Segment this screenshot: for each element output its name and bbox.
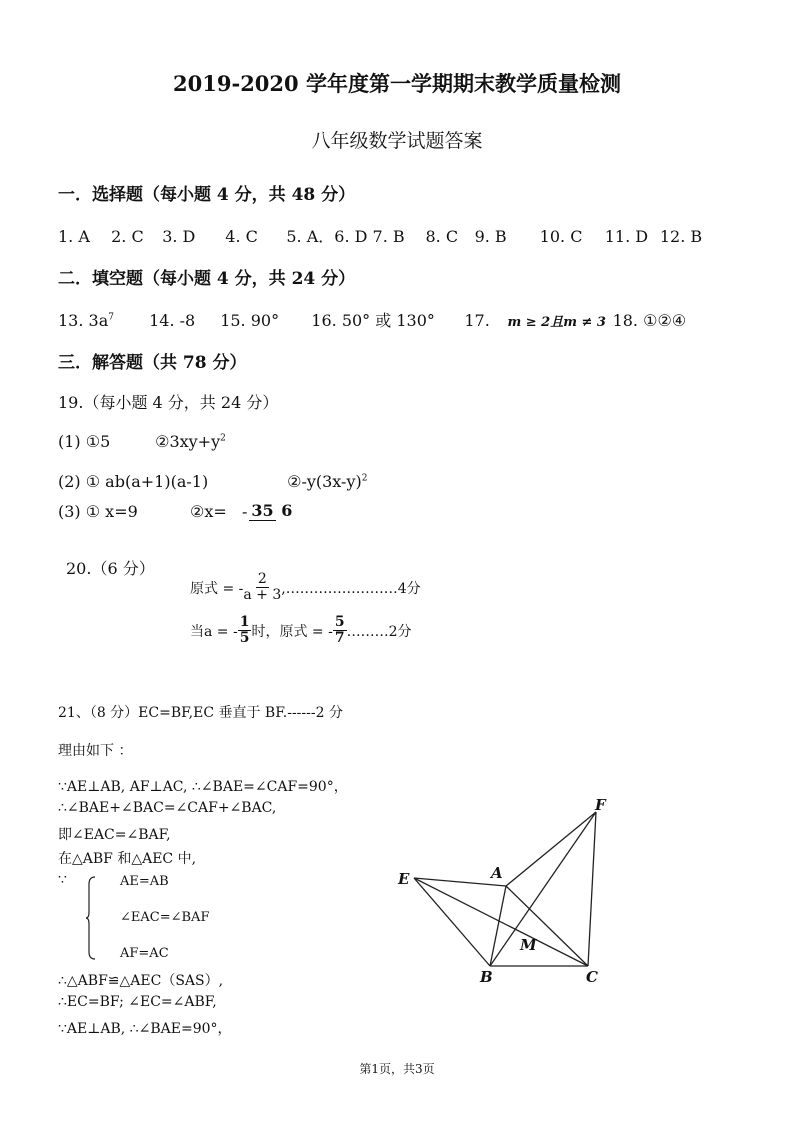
answer-item: 10. C bbox=[539, 227, 583, 246]
section3-heading: 三．解答题（共 78 分） bbox=[58, 353, 247, 373]
q19-1b: ②3xy+y bbox=[155, 432, 221, 451]
fraction-denominator: 7 bbox=[334, 630, 345, 647]
q19-2a: (2) ① ab(a+1)(a-1) bbox=[58, 472, 209, 491]
answer-item: 11. D bbox=[604, 227, 649, 246]
page-footer: 第1页，共3页 bbox=[359, 1062, 435, 1076]
q19-1a: (1) ①5 bbox=[58, 432, 111, 451]
fraction-numerator: 2 bbox=[257, 571, 267, 587]
q21-heading: 21、（8 分）EC=BF,EC 垂直于 BF.------2 分 bbox=[58, 705, 343, 721]
proof-line: ∴△ABF≌△AEC（SAS）, bbox=[58, 973, 224, 989]
proof-line: 即∠EAC=∠BAF, bbox=[58, 827, 171, 843]
section1-answers bbox=[58, 224, 702, 247]
q20-line2-score: ………2分 bbox=[346, 623, 412, 640]
answer-item: 8. C bbox=[425, 227, 459, 246]
section1-heading: 一．选择题（每小题 4 分，共 48 分） bbox=[58, 185, 356, 205]
q19-2b-exponent: 2 bbox=[361, 473, 368, 484]
proof-line: ∵AE⊥AB, ∴∠BAE=90°， bbox=[58, 1021, 232, 1037]
q20-line2-middle: 时，原式 = - bbox=[251, 623, 333, 640]
answer-item: 3. D bbox=[162, 227, 196, 246]
q20-line1-score: ,……………………4分 bbox=[281, 580, 421, 597]
condition: AE=AB bbox=[120, 874, 169, 889]
fraction-denominator: a + 3 bbox=[243, 587, 282, 604]
answer-item: 1. A bbox=[58, 227, 90, 246]
section2-heading: 二．填空题（每小题 4 分，共 24 分） bbox=[58, 269, 356, 289]
proof-line: ∴EC=BF; ∠EC=∠ABF, bbox=[58, 994, 217, 1010]
answer-item: 9. B bbox=[474, 227, 507, 246]
q19-1b-exponent: 2 bbox=[220, 433, 226, 444]
q20-fraction-result bbox=[333, 615, 347, 647]
left-brace-icon bbox=[86, 876, 96, 960]
answer-15: 15. 90° bbox=[220, 311, 280, 330]
answer-18: 18. ①②④ bbox=[612, 311, 687, 330]
q20-line1 bbox=[190, 572, 421, 604]
point-label-a: A bbox=[491, 864, 503, 882]
condition: ∠EAC=∠BAF bbox=[120, 910, 210, 925]
proof-line: ∴∠BAE+∠BAC=∠CAF+∠BAC, bbox=[58, 800, 277, 816]
q19-3b: ②x= bbox=[190, 502, 227, 521]
condition: AF=AC bbox=[120, 946, 169, 961]
q19-3-fraction bbox=[249, 502, 292, 521]
q20-line2 bbox=[190, 615, 412, 647]
proof-line: ∵AE⊥AB, AF⊥AC, ∴∠BAE=∠CAF=90°， bbox=[58, 779, 348, 795]
answer-13-exponent: 7 bbox=[108, 312, 114, 323]
point-label-m: M bbox=[520, 936, 537, 954]
answer-17-expression: m ≥ 2且m ≠ 3 bbox=[507, 315, 606, 330]
fraction-numerator: 5 bbox=[334, 614, 345, 630]
answer-13: 13. 3a bbox=[58, 311, 109, 330]
q20-heading: 20.（6 分） bbox=[66, 559, 155, 578]
q19-part1 bbox=[58, 432, 226, 451]
answer-16: 16. 50° 或 130° bbox=[311, 311, 435, 330]
q19-heading: 19.（每小题 4 分，共 24 分） bbox=[58, 393, 279, 412]
q19-3a: (3) ① x=9 bbox=[58, 502, 138, 521]
point-label-f: F bbox=[595, 796, 606, 814]
answer-17: 17. bbox=[464, 311, 490, 330]
section2-answers bbox=[58, 308, 686, 331]
q21-reason: 理由如下 ： bbox=[58, 743, 133, 759]
q20-line1-prefix: 原式 = - bbox=[190, 580, 244, 597]
q19-2b: ②-y(3x-y) bbox=[287, 472, 362, 491]
answer-item: 12. B bbox=[659, 227, 703, 246]
q20-line2-prefix: 当a = - bbox=[190, 623, 238, 640]
page-subtitle: 八年级数学试题答案 bbox=[311, 130, 483, 152]
geometry-figure bbox=[390, 790, 620, 990]
q20-fraction-a bbox=[238, 615, 252, 647]
because-symbol: ∵ bbox=[58, 872, 67, 888]
point-label-e: E bbox=[398, 870, 410, 888]
answer-item: 4. C bbox=[225, 227, 258, 246]
page-title: 2019-2020 学年度第一学期期末教学质量检测 bbox=[173, 71, 621, 96]
q19-part3 bbox=[58, 502, 292, 521]
point-label-c: C bbox=[586, 968, 598, 986]
answer-14: 14. -8 bbox=[149, 311, 196, 330]
answer-item: 2. C bbox=[111, 227, 144, 246]
q20-fraction bbox=[243, 572, 281, 604]
fraction-numerator: 1 bbox=[239, 614, 250, 630]
proof-line: 在△ABF 和△AEC 中, bbox=[58, 851, 197, 867]
fraction-numerator: 35 bbox=[251, 501, 274, 521]
point-label-b: B bbox=[480, 968, 493, 986]
fraction-denominator: 5 bbox=[239, 630, 250, 647]
fraction-denominator: 6 bbox=[281, 501, 293, 521]
q19-part2 bbox=[58, 472, 367, 491]
answer-item: 5. A．6. D 7. B bbox=[286, 227, 405, 246]
q19-3-sign: - bbox=[242, 502, 248, 521]
